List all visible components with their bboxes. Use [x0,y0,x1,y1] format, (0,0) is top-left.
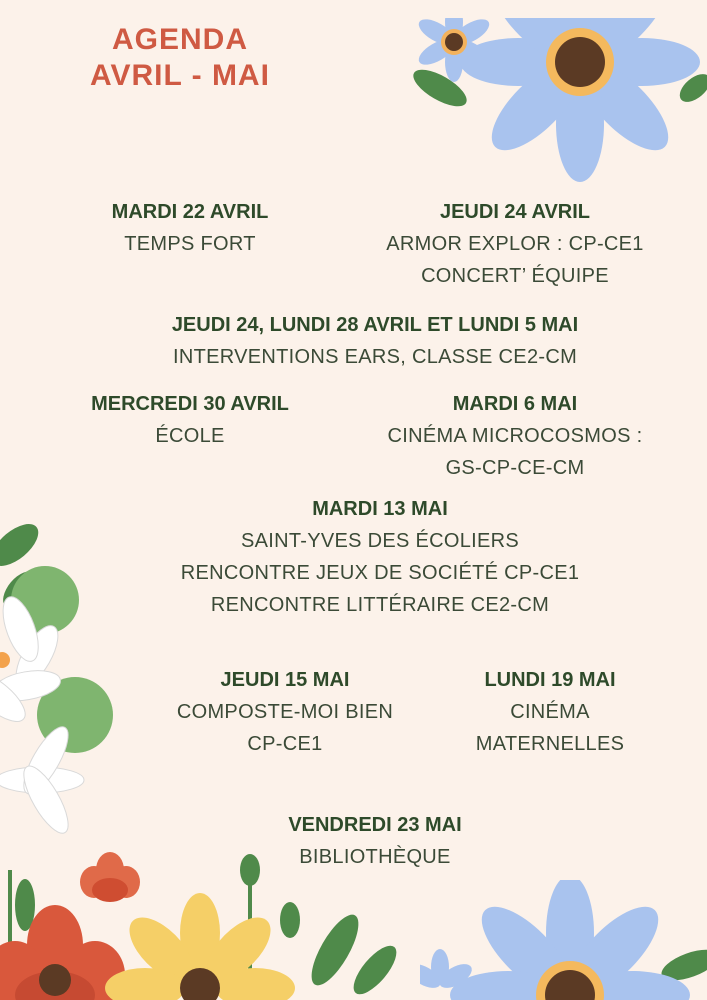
event-date: MARDI 13 MAI [312,498,448,520]
event-date: MARDI 6 MAI [452,393,578,415]
event-mardi-6-mai [340,388,690,484]
event-mercredi-30-avril [40,388,340,452]
event-line: CINÉMA [510,701,590,723]
event-lundi-19-mai [440,664,660,760]
event-line: CP-CE1 [247,733,323,755]
title-line-1: AGENDA [111,23,248,56]
event-date: VENDREDI 23 MAI [288,814,462,836]
event-line: TEMPS FORT [124,233,256,255]
event-line: COMPOSTE-MOI BIEN [176,701,394,723]
event-mardi-13-mai [80,493,680,621]
event-date: LUNDI 19 MAI [484,669,616,691]
page-title [40,22,320,94]
event-jeudi-24-avril [340,196,690,292]
event-date: MERCREDI 30 AVRIL [91,393,289,415]
event-jeudi-24-lundi-28-lundi-5 [60,309,690,373]
event-date: MARDI 22 AVRIL [111,201,269,223]
blue-flowers-top-right-illustration [410,18,707,193]
event-line: SAINT-YVES DES ÉCOLIERS [240,530,520,552]
title-line-2: AVRIL - MAI [90,59,270,92]
event-vendredi-23-mai [200,809,550,873]
event-line: ÉCOLE [155,425,225,447]
event-line: INTERVENTIONS EARS, CLASSE CE2-CM [172,346,578,368]
blue-flower-bottom-right-illustration [420,880,707,1000]
event-line: MATERNELLES [475,733,625,755]
event-line: RENCONTRE JEUX DE SOCIÉTÉ CP-CE1 [180,562,580,584]
event-line: RENCONTRE LITTÉRAIRE CE2-CM [210,594,550,616]
event-line: BIBLIOTHÈQUE [299,846,451,868]
event-line: CONCERT’ ÉQUIPE [421,265,609,287]
event-date: JEUDI 24, LUNDI 28 AVRIL ET LUNDI 5 MAI [171,314,579,336]
event-line: CINÉMA MICROCOSMOS : [387,425,643,447]
event-jeudi-15-mai [140,664,430,760]
event-date: JEUDI 24 AVRIL [439,201,591,223]
event-line: GS-CP-CE-CM [445,457,585,479]
event-date: JEUDI 15 MAI [220,669,350,691]
event-line: ARMOR EXPLOR : CP-CE1 [386,233,644,255]
event-mardi-22-avril [60,196,320,260]
